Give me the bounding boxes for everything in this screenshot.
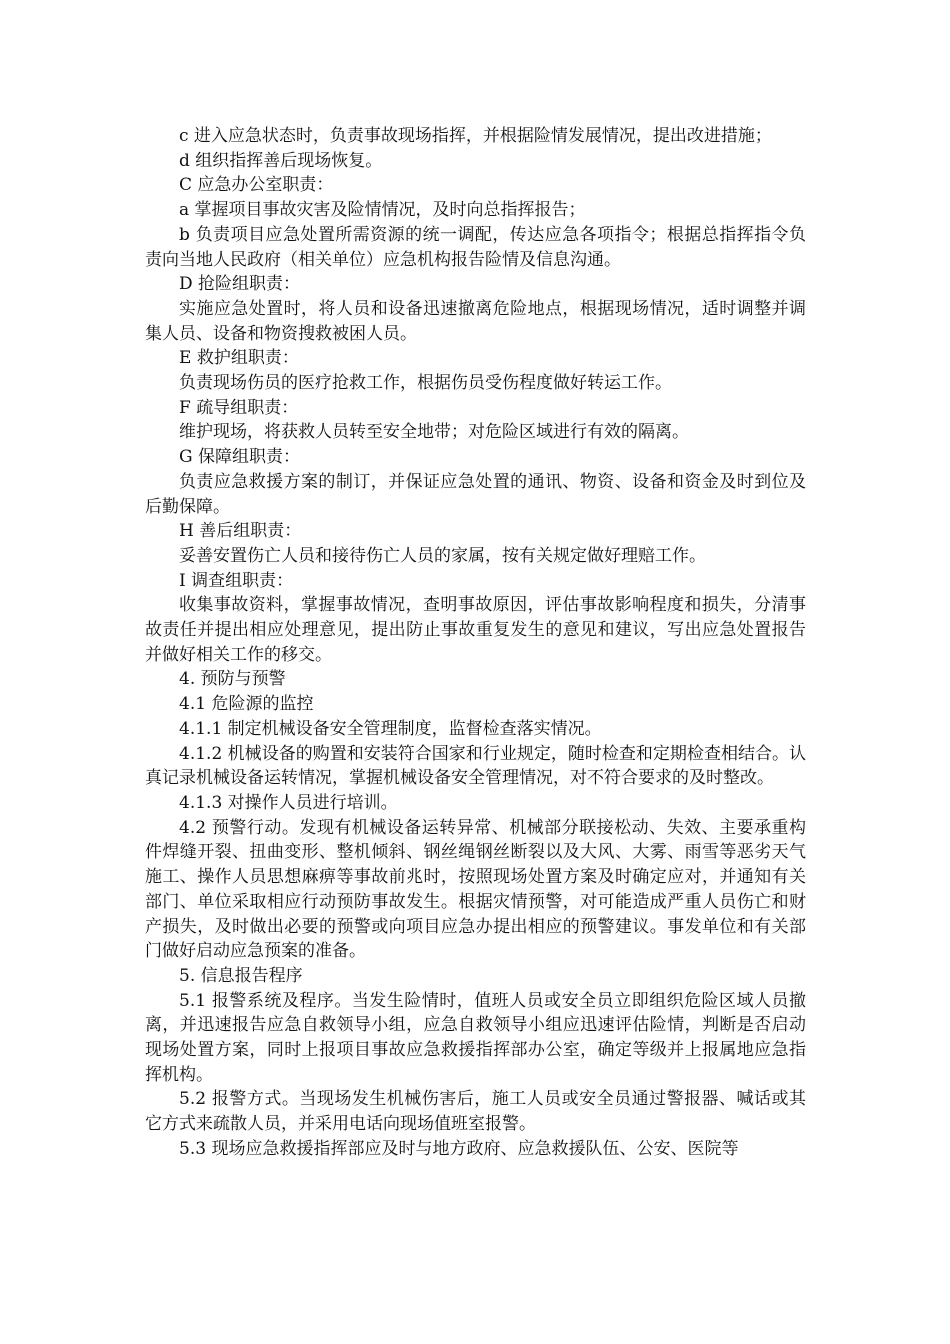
paragraph: a 掌握项目事故灾害及险情情况，及时向总指挥报告；: [179, 200, 586, 221]
section-heading: 4. 预防与预警: [179, 669, 286, 690]
document-body: [145, 124, 806, 1162]
section-heading: I 调查组职责：: [179, 570, 294, 591]
section-heading: 5. 信息报告程序: [179, 965, 303, 986]
paragraph: d 组织指挥善后现场恢复。: [179, 150, 383, 171]
paragraph: 5.2 报警方式。当现场发生机械伤害后，施工人员或安全员通过警报器、喊话或其它方式来疏散人员，并采用电话向现场值班室报警。: [145, 1089, 806, 1135]
paragraph: 妥善安置伤亡人员和接待伤亡人员的家属，按有关规定做好理赔工作。: [179, 545, 706, 566]
section-heading: F 疏导组职责：: [179, 397, 299, 418]
paragraph: 4.1.3 对操作人员进行培训。: [179, 792, 398, 813]
section-heading: H 善后组职责：: [179, 521, 302, 542]
paragraph: 负责现场伤员的医疗抢救工作，根据伤员受伤程度做好转运工作。: [179, 373, 672, 394]
section-heading: G 保障组职责：: [179, 447, 300, 468]
paragraph: 5.1 报警系统及程序。当发生险情时，值班人员或安全员立即组织危险区域人员撤离，并迅速报告应急自救领导小组，应急自救领导小组应迅速评估险情，判断是否启动现场处置方案，同时上报项目事故应急救援指挥部办公室，确定等级并上报属地应急指挥机构。: [145, 990, 806, 1085]
section-heading: 4.1 危险源的监控: [179, 694, 314, 715]
paragraph: 收集事故资料，掌握事故情况，查明事故原因，评估事故影响程度和损失，分清事故责任并提出相应处理意见，提出防止事故重复发生的意见和建议，写出应急处置报告并做好相关工作的移交。: [145, 595, 806, 665]
paragraph: c 进入应急状态时，负责事故现场指挥，并根据险情发展情况，提出改进措施；: [179, 126, 772, 146]
paragraph: b 负责项目应急处置所需资源的统一调配，传达应急各项指令；根据总指挥指令负责向当地人民政府（相关单位）应急机构报告险情及信息沟通。: [145, 224, 806, 270]
paragraph: 5.3 现场应急救援指挥部应及时与地方政府、应急救援队伍、公安、医院等: [179, 1138, 739, 1159]
paragraph: 4.1.2 机械设备的购置和安装符合国家和行业规定，随时检查和定期检查相结合。认真记录机械设备运转情况，掌握机械设备安全管理情况，对不符合要求的及时整改。: [145, 743, 806, 789]
paragraph: 4.1.1 制定机械设备安全管理制度，监督检查落实情况。: [179, 718, 602, 739]
paragraph: 实施应急处置时，将人员和设备迅速撤离危险地点，根据现场情况，适时调整并调集人员、设备和物资搜救被困人员。: [145, 298, 806, 344]
section-heading: C 应急办公室职责：: [179, 175, 334, 196]
section-heading: D 抢险组职责：: [179, 274, 301, 295]
paragraph: 4.2 预警行动。发现有机械设备运转异常、机械部分联接松动、失效、主要承重构件焊缝开裂、扭曲变形、整机倾斜、钢丝绳钢丝断裂以及大风、大雾、雨雪等恶劣天气施工、操作人员思想麻痹等事故前兆时，按照现场处置方案及时确定应对，并通知有关部门、单位采取相应行动预防事故发生。根据灾情预警，对可能造成严重人员伤亡和财产损失，及时做出必要的预警或向项目应急办提出相应的预警建议。事发单位和有关部门做好启动应急预案的准备。: [145, 817, 806, 962]
paragraph: 负责应急救援方案的制订，并保证应急处置的通讯、物资、设备和资金及时到位及后勤保障。: [145, 471, 806, 517]
section-heading: E 救护组职责：: [179, 348, 299, 369]
paragraph: 维护现场，将获救人员转至安全地带；对危险区域进行有效的隔离。: [179, 422, 689, 443]
